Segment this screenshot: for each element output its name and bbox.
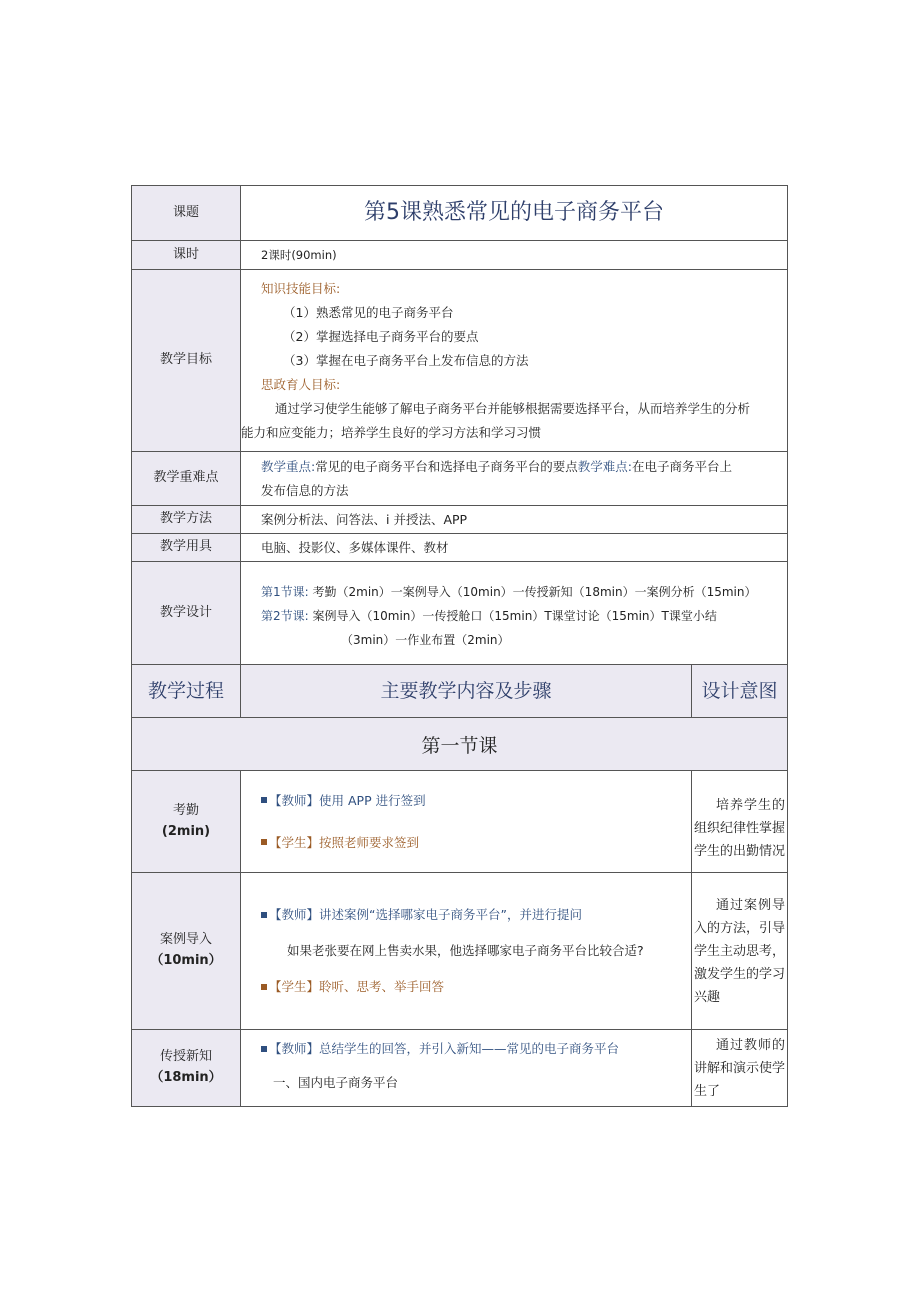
method-row <box>131 506 788 534</box>
student-tag: 【学生】 <box>269 979 320 994</box>
topic-label: 课题 <box>132 186 241 240</box>
student-tag: 【学生】 <box>269 834 320 850</box>
objective-item: （1）熟悉常见的电子商务平台 <box>283 304 454 320</box>
objectives-label: 教学目标 <box>132 270 241 451</box>
step-case-intro <box>131 873 788 1030</box>
lesson2-text: 案例导入（10min）一传授舱口（15min）T课堂讨论（15min）T课堂小结 <box>312 609 717 623</box>
bullet-icon <box>261 839 267 845</box>
hours-row <box>131 241 788 270</box>
tools-row <box>131 534 788 562</box>
teacher-text: 讲述案例“选择哪家电子商务平台”，并进行提问 <box>319 907 582 922</box>
bullet-icon <box>261 1046 267 1052</box>
objectives-row <box>131 270 788 452</box>
case-question: 如果老张要在网上售卖水果，他选择哪家电子商务平台比较合适? <box>287 943 644 958</box>
lesson2-label: 第2节课: <box>261 609 309 623</box>
step-duration: (2min) <box>161 823 211 839</box>
lesson-plan-table <box>131 185 788 1107</box>
objective-item: （3）掌握在电子商务平台上发布信息的方法 <box>283 352 529 368</box>
step-attendance <box>131 771 788 873</box>
difficulty-label: 教学难点: <box>577 458 632 474</box>
section-title: 第一节课 <box>131 718 788 771</box>
step-intent: 通过教师的讲解和演示使学生了 <box>694 1038 786 1099</box>
method-value: 案例分析法、问答法、i 并授法、APP <box>261 511 468 527</box>
method-label: 教学方法 <box>132 506 241 533</box>
bullet-icon <box>261 912 267 918</box>
tools-label: 教学用具 <box>132 534 241 561</box>
teacher-text: 总结学生的回答，并引入新知——常见的电子商务平台 <box>319 1041 620 1056</box>
knowledge-heading: 知识技能目标: <box>261 280 341 296</box>
tools-value: 电脑、投影仪、多媒体课件、教材 <box>261 539 449 555</box>
step-name: 传授新知 <box>159 1049 212 1065</box>
teacher-tag: 【教师】 <box>269 1041 320 1056</box>
design-row <box>131 562 788 665</box>
focus-text: 常见的电子商务平台和选择电子商务平台的要点 <box>315 458 578 474</box>
ideology-text: 通过学习使学生能够了解电子商务平台并能够根据需要选择平台，从而培养学生的分析 <box>275 400 751 416</box>
bullet-icon <box>261 797 267 803</box>
step-intent: 通过案例导入的方法，引导学生主动思考，激发学生的学习兴趣 <box>694 897 786 1005</box>
design-label: 教学设计 <box>132 562 241 664</box>
student-text: 按照老师要求签到 <box>319 834 420 850</box>
focus-label: 教学重点: <box>261 458 316 474</box>
process-header-row <box>131 665 788 718</box>
lesson1-label: 第1节课: <box>261 585 309 599</box>
key-points-row <box>131 452 788 506</box>
step-name: 考勤 <box>172 802 199 818</box>
step-intent: 培养学生的组织纪律性掌握学生的出勤情况 <box>694 798 786 859</box>
step-duration: （10min） <box>150 953 222 968</box>
ideology-heading: 思政育人目标: <box>261 376 341 392</box>
lesson2-text-cont: （3min）一作业布置（2min） <box>341 633 510 647</box>
ideology-text-cont: 能力和应变能力；培养学生良好的学习方法和学习习惯 <box>241 424 542 440</box>
process-col-2: 主要教学内容及步骤 <box>241 665 691 717</box>
topic-row <box>131 185 788 241</box>
teacher-tag: 【教师】 <box>269 907 320 922</box>
process-col-3: 设计意图 <box>691 665 787 717</box>
key-points-label: 教学重难点 <box>132 452 241 505</box>
process-col-1: 教学过程 <box>132 665 241 717</box>
page-title: 第5课熟悉常见的电子商务平台 <box>364 200 664 225</box>
hours-value: 2课时(90min) <box>261 248 337 262</box>
teacher-text: 使用 APP 进行签到 <box>319 792 426 808</box>
lesson1-text: 考勤（2min）一案例导入（10min）一传授新知（18min）一案例分析（15min） <box>312 585 757 599</box>
step-new-knowledge <box>131 1030 788 1107</box>
difficulty-text-cont: 发布信息的方法 <box>261 482 349 498</box>
bullet-icon <box>261 984 267 990</box>
objective-item: （2）掌握选择电子商务平台的要点 <box>283 328 479 344</box>
hours-label: 课时 <box>132 241 241 269</box>
teacher-tag: 【教师】 <box>269 792 320 808</box>
student-text: 聆听、思考、举手回答 <box>319 979 445 994</box>
subheading: 一、国内电子商务平台 <box>273 1075 399 1090</box>
step-duration: （18min） <box>150 1070 222 1085</box>
step-name: 案例导入 <box>159 932 212 948</box>
difficulty-text: 在电子商务平台上 <box>631 458 732 474</box>
